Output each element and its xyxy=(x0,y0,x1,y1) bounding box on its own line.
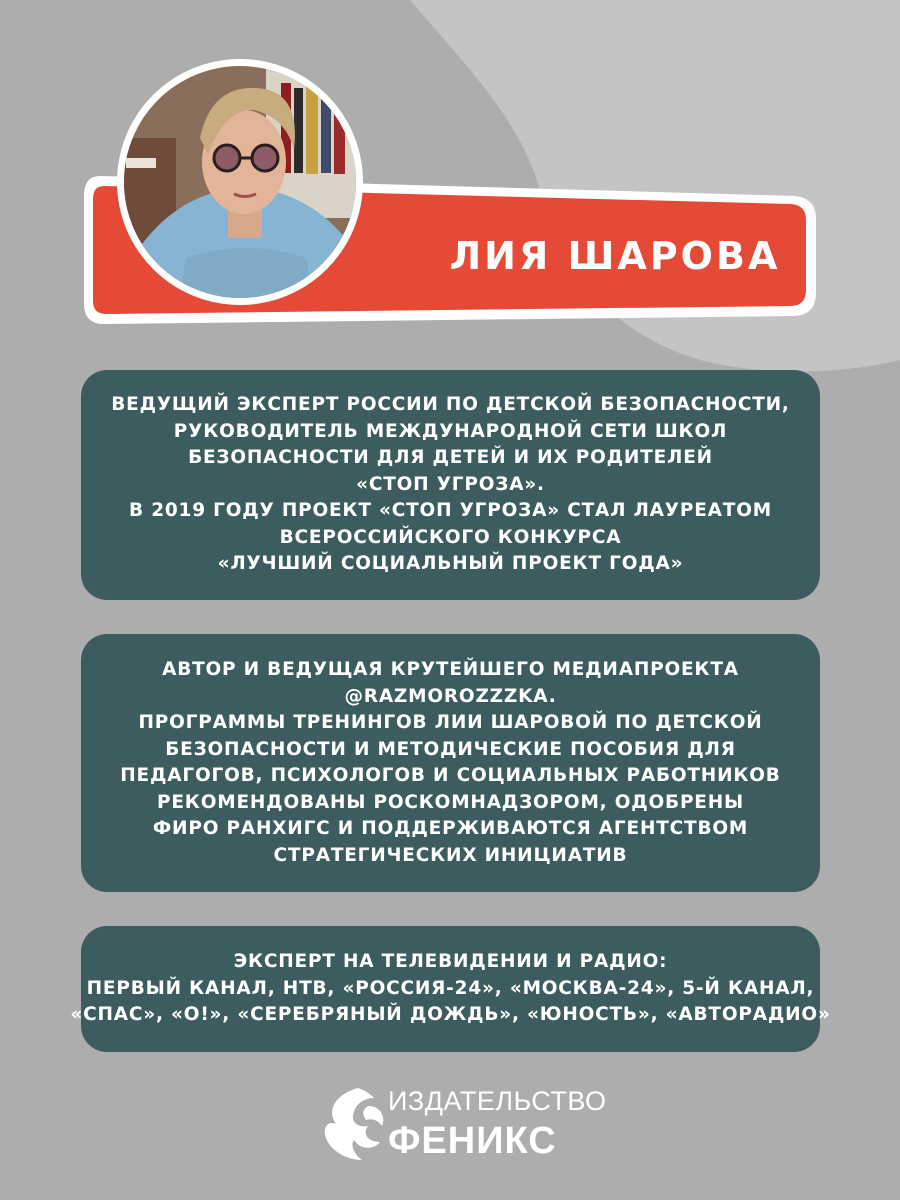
card-text-line: ЭКСПЕРТ НА ТЕЛЕВИДЕНИИ И РАДИО: xyxy=(233,951,668,973)
card-text-line: «СТОП УГРОЗА». xyxy=(356,473,545,495)
card-text-line: ПЕРВЫЙ КАНАЛ, НТВ, «РОССИЯ-24», «МОСКВА-24», 5-Й КАНАЛ, xyxy=(86,977,815,999)
publisher-logo xyxy=(318,1084,607,1164)
card-text-line: @RAZMOROZZZKA. xyxy=(344,685,557,707)
card-text-line: РЕКОМЕНДОВАНЫ РОСКОМНАДЗОРОМ, ОДОБРЕНЫ xyxy=(157,791,744,813)
card-text-line: ВСЕРОССИЙСКОГО КОНКУРСА xyxy=(279,526,622,548)
card-text-line: «ЛУЧШИЙ СОЦИАЛЬНЫЙ ПРОЕКТ ГОДА» xyxy=(217,553,684,575)
publisher-label: ИЗДАТЕЛЬСТВО xyxy=(388,1086,607,1116)
info-card-media-project xyxy=(81,634,820,892)
portrait-photo xyxy=(116,58,364,306)
person-name: ЛИЯ ШАРОВА xyxy=(449,234,781,278)
card-text-line: «СПАС», «О!», «СЕРЕБРЯНЫЙ ДОЖДЬ», «ЮНОСТЬ», «АВТОРАДИО» xyxy=(70,1004,831,1026)
card-text-line: БЕЗОПАСНОСТИ И МЕТОДИЧЕСКИЕ ПОСОБИЯ ДЛЯ xyxy=(165,738,736,760)
phoenix-logo-icon xyxy=(318,1084,390,1164)
card-text-line: СТРАТЕГИЧЕСКИХ ИНИЦИАТИВ xyxy=(273,844,628,866)
card-text-line: РУКОВОДИТЕЛЬ МЕЖДУНАРОДНОЙ СЕТИ ШКОЛ xyxy=(173,420,728,442)
card-text-line: АВТОР И ВЕДУЩАЯ КРУТЕЙШЕГО МЕДИАПРОЕКТА xyxy=(162,659,739,680)
card-text-line: ФИРО РАНХИГС И ПОДДЕРЖИВАЮТСЯ АГЕНТСТВОМ xyxy=(152,818,749,839)
info-card-tv-radio xyxy=(70,926,831,1052)
publisher-name: ФЕНИКС xyxy=(388,1120,557,1162)
card-text-line: ВЕДУЩИЙ ЭКСПЕРТ РОССИИ ПО ДЕТСКОЙ БЕЗОПАСНОСТИ, xyxy=(111,394,790,416)
info-card-expertise xyxy=(81,370,820,600)
card-text-line: ПРОГРАММЫ ТРЕНИНГОВ ЛИИ ШАРОВОЙ ПО ДЕТСКОЙ xyxy=(138,712,763,733)
card-text-line: В 2019 ГОДУ ПРОЕКТ «СТОП УГРОЗА» СТАЛ ЛАУРЕАТОМ xyxy=(129,500,772,522)
card-text-line: БЕЗОПАСНОСТИ ДЛЯ ДЕТЕЙ И ИХ РОДИТЕЛЕЙ xyxy=(188,447,713,469)
card-text-line: ПЕДАГОГОВ, ПСИХОЛОГОВ И СОЦИАЛЬНЫХ РАБОТНИКОВ xyxy=(120,765,781,786)
